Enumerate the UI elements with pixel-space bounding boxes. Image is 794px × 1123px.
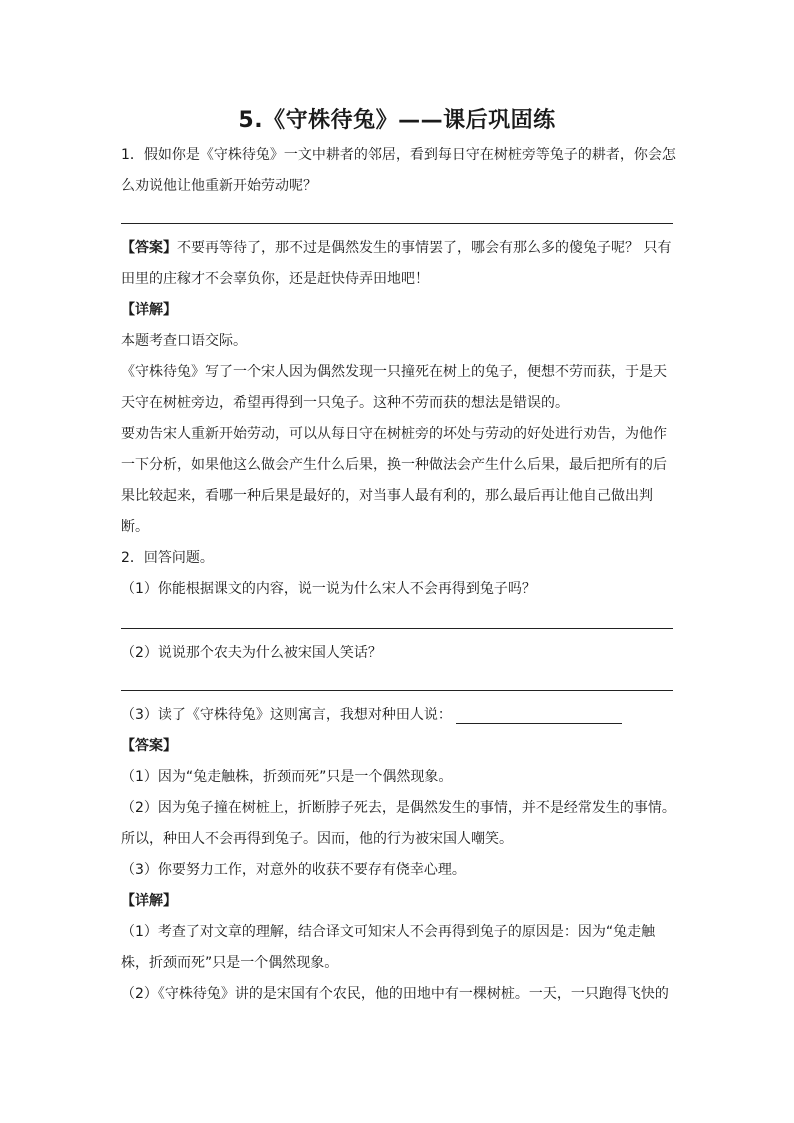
- question-2-sub-3: [121, 706, 622, 724]
- answer-2-line: 所以，种田人不会再得到兔子。因而，他的行为被宋国人嘲笑。: [121, 831, 513, 847]
- detail-1-line: 一下分析，如果他这么做会产生什么后果，换一种做法会产生什么后果，最后把所有的后: [121, 457, 667, 473]
- detail-2-line: （2）《守株待兔》讲的是宋国有个农民，他的田地中有一棵树桩。一天，一只跑得飞快的: [121, 986, 669, 1002]
- detail-1-line: 本题考查口语交际。: [121, 333, 247, 349]
- detail-1-line: 天守在树桩旁边，希望再得到一只兔子。这种不劳而获的想法是错误的。: [121, 395, 569, 411]
- answer-line: [121, 223, 673, 224]
- question-2-sub-3-text: （3）读了《守株待兔》这则寓言，我想对种田人说：: [121, 707, 452, 723]
- detail-1-line: 要劝告宋人重新开始劳动，可以从每日守在树桩旁的坏处与劳动的好处进行劝告，为他作: [121, 426, 667, 442]
- answer-2-line: （1）因为“兔走触株，折颈而死”只是一个偶然现象。: [121, 769, 453, 785]
- detail-2-line: 株，折颈而死”只是一个偶然现象。: [121, 955, 339, 971]
- answer-line: [121, 628, 673, 629]
- detail-tag: 【详解】: [121, 893, 177, 909]
- detail-2-line: （1）考查了对文章的理解，结合译文可知宋人不会再得到兔子的原因是：因为“兔走触: [121, 924, 656, 940]
- answer-line: [121, 690, 673, 691]
- fill-in-blank: [456, 709, 622, 724]
- page-title: 5.《守株待兔》——课后巩固练: [238, 108, 556, 133]
- answer-2-line: （2）因为兔子撞在树桩上，折断脖子死去，是偶然发生的事情，并不是经常发生的事情。: [121, 800, 676, 816]
- answer-text: 不要再等待了，那不过是偶然发生的事情罢了，哪会有那么多的傻兔子呢？ 只有: [177, 240, 672, 256]
- question-2-heading: 2．回答问题。: [121, 550, 214, 566]
- detail-1-line: 断。: [121, 519, 149, 535]
- question-1-line-2: 么劝说他让他重新开始劳动呢？: [121, 178, 317, 194]
- question-2-sub-2: （2）说说那个农夫为什么被宋国人笑话？: [121, 645, 382, 661]
- question-1-line-1: 1．假如你是《守株待兔》一文中耕者的邻居，看到每日守在树桩旁等兔子的耕者，你会怎: [121, 147, 676, 163]
- detail-1-line: 果比较起来，看哪一种后果是最好的，对当事人最有利的，那么最后再让他自己做出判: [121, 488, 653, 504]
- detail-1-line: 《守株待兔》写了一个宋人因为偶然发现一只撞死在树上的兔子，便想不劳而获，于是天: [121, 364, 667, 380]
- question-2-sub-1: （1）你能根据课文的内容，说一说为什么宋人不会再得到兔子吗？: [121, 581, 536, 597]
- detail-tag: 【详解】: [121, 302, 177, 318]
- answer-2-line: （3）你要努力工作，对意外的收获不要存有侥幸心理。: [121, 862, 466, 878]
- answer-tag: 【答案】: [121, 240, 177, 256]
- answer-tag: 【答案】: [121, 738, 177, 754]
- answer-1-line-2: 田里的庄稼才不会辜负你，还是赶快侍弄田地吧！: [121, 271, 429, 287]
- answer-1-line-1: [121, 239, 671, 257]
